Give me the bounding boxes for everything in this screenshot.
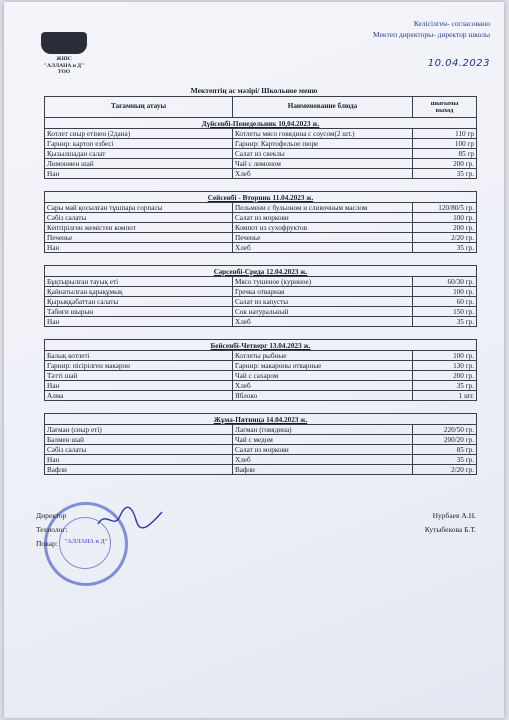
dish-kz: Печенье	[45, 233, 233, 243]
dish-ru: Компот из сухофруктов	[233, 223, 413, 233]
dish-output: 200 гр.	[413, 371, 477, 381]
signature-row-director	[36, 509, 476, 523]
director-name: Нурбаев А.Н.	[432, 511, 476, 520]
gap-cell	[45, 253, 477, 266]
dish-ru: Вафли	[233, 465, 413, 475]
dish-kz: Қайнатылған қарақұмық	[45, 287, 233, 297]
day-gap-row	[45, 327, 477, 340]
dish-kz: Тәтті шай	[45, 371, 233, 381]
dish-output: 200 гр.	[413, 159, 477, 169]
header-output-kz: шығымы	[430, 100, 459, 107]
dish-output: 220/50 гр.	[413, 425, 477, 435]
table-row	[45, 391, 477, 401]
day-title: Жұма-Пятница 14.04.2023 ж.	[45, 414, 477, 425]
menu-table	[44, 96, 477, 475]
dish-output: 130 гр.	[413, 361, 477, 371]
table-row	[45, 435, 477, 445]
dish-ru: Салат из моркови	[233, 213, 413, 223]
dish-ru: Печенье	[233, 233, 413, 243]
dish-output: 2/20 гр.	[413, 233, 477, 243]
dish-kz: Вафли	[45, 465, 233, 475]
table-row	[45, 425, 477, 435]
dish-ru: Котлеты рыбные	[233, 351, 413, 361]
menu-document	[4, 2, 504, 718]
dish-kz: Гарнир: пісірілген макарон	[45, 361, 233, 371]
table-row	[45, 317, 477, 327]
dish-output: 35 гр.	[413, 381, 477, 391]
signature-row-cook	[36, 537, 476, 551]
dish-ru: Чай с лимоном	[233, 159, 413, 169]
dish-output: 35 гр.	[413, 243, 477, 253]
table-row	[45, 243, 477, 253]
dish-kz: Нан	[45, 243, 233, 253]
table-row	[45, 129, 477, 139]
dish-output: 200/20 гр.	[413, 435, 477, 445]
dish-ru: Сок натуральный	[233, 307, 413, 317]
day-title: Сәрсенбі-Среда 12.04.2023 ж.	[45, 266, 477, 277]
logo-line1: ЖШС	[56, 56, 72, 62]
dish-kz: Балық котлеті	[45, 351, 233, 361]
dish-output: 35 гр.	[413, 169, 477, 179]
dish-output: 100 гр.	[413, 287, 477, 297]
dish-kz: Алма	[45, 391, 233, 401]
table-row	[45, 159, 477, 169]
dish-output: 35 гр.	[413, 317, 477, 327]
gap-cell	[45, 401, 477, 414]
dish-kz: Нан	[45, 169, 233, 179]
table-row	[45, 361, 477, 371]
day-header-row	[45, 192, 477, 203]
dish-kz: Қызылшадан салат	[45, 149, 233, 159]
dish-output: 120/80/5 гр.	[413, 203, 477, 213]
stamp-text: "АЛЛАНА и Д"	[64, 539, 108, 545]
table-row	[45, 455, 477, 465]
dish-ru: Лагман (говядина)	[233, 425, 413, 435]
document-title: Мектептің ас мәзірі/ Школьное меню	[190, 86, 318, 95]
dish-kz: Сәбіз салаты	[45, 445, 233, 455]
dish-output: 85 гр	[413, 149, 477, 159]
dish-ru: Чай с сахаром	[233, 371, 413, 381]
table-header-row	[45, 97, 477, 118]
dish-output: 100 гр.	[413, 351, 477, 361]
header-output-ru: выход	[435, 107, 454, 114]
dish-kz: Нан	[45, 381, 233, 391]
technologist-label: Технолог:	[36, 525, 68, 534]
company-logo	[34, 32, 94, 76]
technologist-name: Кутыбекова Б.Т.	[424, 525, 476, 534]
dish-output: 110 гр	[413, 129, 477, 139]
day-header-row	[45, 340, 477, 351]
day-header-row	[45, 118, 477, 129]
dish-ru: Котлеты мясо говядина с соусом(2 шт.)	[233, 129, 413, 139]
day-title: Сейсенбі - Вторник 11.04.2023 ж.	[45, 192, 477, 203]
dish-ru: Салат из свеклы	[233, 149, 413, 159]
dish-kz: Кептірілген жемістен компот	[45, 223, 233, 233]
table-row	[45, 203, 477, 213]
dish-output: 150 гр.	[413, 307, 477, 317]
header-kz: Тағамның атауы	[45, 97, 233, 118]
table-row	[45, 223, 477, 233]
dish-ru: Хлеб	[233, 169, 413, 179]
table-row	[45, 287, 477, 297]
gap-cell	[45, 179, 477, 192]
dish-ru: Яблоко	[233, 391, 413, 401]
dish-kz: Бұқтырылған тауық еті	[45, 277, 233, 287]
day-header-row	[45, 266, 477, 277]
table-row	[45, 169, 477, 179]
dish-output: 85 гр.	[413, 445, 477, 455]
day-gap-row	[45, 401, 477, 414]
dish-output: 1 шт.	[413, 391, 477, 401]
table-row	[45, 307, 477, 317]
day-gap-row	[45, 179, 477, 192]
day-header-row	[45, 414, 477, 425]
director-label: Директор	[36, 511, 67, 520]
dish-ru: Хлеб	[233, 381, 413, 391]
dish-kz: Гарнир: картоп езбесі	[45, 139, 233, 149]
dish-output: 60 гр.	[413, 297, 477, 307]
table-row	[45, 297, 477, 307]
signature-row-technologist	[36, 523, 476, 537]
dish-kz: Котлет сиыр етінен (2дана)	[45, 129, 233, 139]
dish-ru: Салат из капусты	[233, 297, 413, 307]
dish-kz: Табиғи шырын	[45, 307, 233, 317]
dish-ru: Хлеб	[233, 317, 413, 327]
dish-output: 100 гр	[413, 139, 477, 149]
table-row	[45, 445, 477, 455]
dish-output: 35 гр.	[413, 455, 477, 465]
dish-ru: Пельмени с бульоном и сливочным маслом	[233, 203, 413, 213]
dish-output: 2/20 гр.	[413, 465, 477, 475]
day-title: Бейсенбі-Четверг 13.04.2023 ж.	[45, 340, 477, 351]
header-ru: Наименование блюда	[233, 97, 413, 118]
dish-kz: Нан	[45, 317, 233, 327]
dish-kz: Лағман (сиыр еті)	[45, 425, 233, 435]
logo-emblem-icon	[41, 32, 87, 54]
approval-line1: Келісілген- согласовано	[413, 19, 490, 28]
dish-ru: Мясо тушеное (куриное)	[233, 277, 413, 287]
table-row	[45, 277, 477, 287]
dish-ru: Гарнир: макароны отварные	[233, 361, 413, 371]
dish-kz: Лимонмен шай	[45, 159, 233, 169]
dish-kz: Сәбіз салаты	[45, 213, 233, 223]
logo-line2: "АЛЛАНА и Д"	[43, 62, 85, 69]
dish-ru: Хлеб	[233, 455, 413, 465]
dish-output: 60/30 гр.	[413, 277, 477, 287]
table-row	[45, 381, 477, 391]
table-row	[45, 213, 477, 223]
dish-kz: Қырыққабаттан салаты	[45, 297, 233, 307]
dish-kz: Сары май қосылған тұшпара сорпасы	[45, 203, 233, 213]
dish-ru: Гарнир: Картофельое пюре	[233, 139, 413, 149]
approval-line2: Мектеп директоры- директор школы	[373, 30, 490, 39]
signatures-block	[36, 509, 476, 551]
header-output	[413, 97, 477, 118]
day-gap-row	[45, 253, 477, 266]
dish-ru: Салат из моркови	[233, 445, 413, 455]
dish-kz: Балмен шай	[45, 435, 233, 445]
table-row	[45, 371, 477, 381]
table-row	[45, 139, 477, 149]
dish-kz: Нан	[45, 455, 233, 465]
table-row	[45, 149, 477, 159]
table-row	[45, 465, 477, 475]
dish-output: 100 гр.	[413, 213, 477, 223]
cook-label: Повар:	[36, 539, 58, 548]
table-row	[45, 233, 477, 243]
menu-body	[45, 118, 477, 475]
dish-output: 200 гр.	[413, 223, 477, 233]
gap-cell	[45, 327, 477, 340]
dish-ru: Чай с медом	[233, 435, 413, 445]
dish-ru: Гречка отварная	[233, 287, 413, 297]
logo-line3: ТОО	[57, 69, 71, 76]
dish-ru: Хлеб	[233, 243, 413, 253]
approval-block	[373, 18, 490, 69]
day-title: Дүйсенбі-Понедельник 10,04.2023 ж.	[45, 118, 477, 129]
table-row	[45, 351, 477, 361]
approval-date: 10.04.2023	[427, 58, 490, 69]
